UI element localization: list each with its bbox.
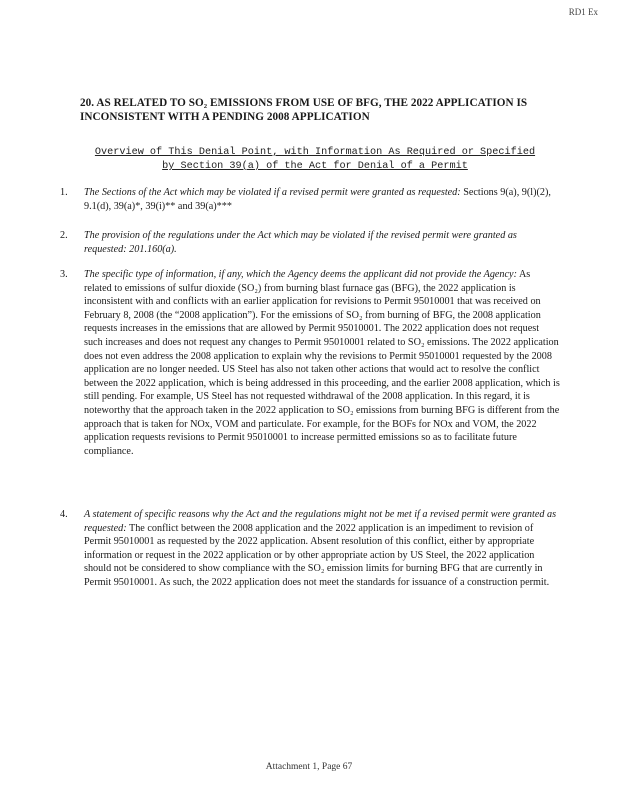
item-number: 4. [60, 509, 68, 520]
list-item-3 [60, 268, 560, 458]
item-lead: The specific type of information, if any, which the Agency deems the applicant did not provide the Agency: [84, 269, 517, 280]
item-text: The conflict between the 2008 application and the 2022 application is an impediment to revision of Permit 95010001 as requested by the 2022 application. Absent resolution of this conflict, either by appropriate information or request in the 2022 application or by other appropriate action by US Steel, the 2022 application should not be considered to show compliance with the SO₂ emission limits for burning BFG that are currently in Permit 95010001. As such, the 2022 application does not meet the standards for issuance of a construction permit. [84, 522, 550, 588]
item-body [84, 229, 560, 256]
item-body [84, 268, 560, 458]
item-number: 2. [60, 230, 68, 241]
item-body [84, 186, 560, 213]
page-footer: Attachment 1, Page 67 [265, 762, 353, 772]
item-lead: The Sections of the Act which may be violated if a revised permit were granted as requested: [84, 187, 461, 198]
item-number: 1. [60, 187, 68, 198]
item-text: 201.160(a). [126, 243, 177, 255]
item-text: As related to emissions of sulfur dioxide (SO₂) from burning blast furnace gas (BFG), the 2022 application is inconsistent with and conflicts with an earlier application for revisions to Permit 95010001 that was received on February 8, 2008 (the “2008 application”). For the emissions of SO₂ from burning of BFG, the 2008 application requests increases in the emissions that are allowed by Permit 95010001. The 2022 application does not request such increases and does not request any changes to Permit 95010001 related to SO₂ emissions. The 2022 application does not even address the 2008 application to explain why the revisions to Permit 95010001 requested by the 2008 application are no longer needed. US Steel has also not taken other actions that would act to resolve the conflict between the 2022 application, which is being addressed in this proceeding, and the earlier 2008 application, which is still pending. For example, US Steel has not requested withdrawal of the 2008 application. In this regard, it is noteworthy that the approach taken in the 2022 application to SO₂ emissions from burning BFG is different from the approach that is taken for NOx, VOM and particulate. For example, for the BOFs for NOx and VOM, the 2022 application requests revisions to Permit 95010001 to increase permitted emissions so as to facilitate future compliance. [84, 269, 560, 457]
list-item-1 [60, 186, 560, 213]
list-item-2 [60, 229, 560, 256]
overview-title: Overview of This Denial Point, with Information As Required or Specified by Section 39(a) of the Act for Denial of a Permit [94, 147, 536, 172]
section-heading: 20. AS RELATED TO SO₂ EMISSIONS FROM USE OF BFG, THE 2022 APPLICATION IS INCONSISTENT WITH A PENDING 2008 APPLICATION [80, 97, 528, 123]
item-text: Sections 9(a), 9(l)(2), 9.1(d), 39(a)*, 39(i)** and 39(a)*** [84, 187, 551, 212]
item-lead: The provision of the regulations under the Act which may be violated if the revised permit were granted as requested: [84, 230, 517, 255]
item-body [84, 508, 560, 590]
list-item-4 [60, 508, 560, 590]
item-number: 3. [60, 269, 68, 280]
page-id: RD1 Ex [568, 7, 598, 17]
item-lead: A statement of specific reasons why the Act and the regulations might not be met if a revised permit were granted as requested: [84, 509, 557, 534]
